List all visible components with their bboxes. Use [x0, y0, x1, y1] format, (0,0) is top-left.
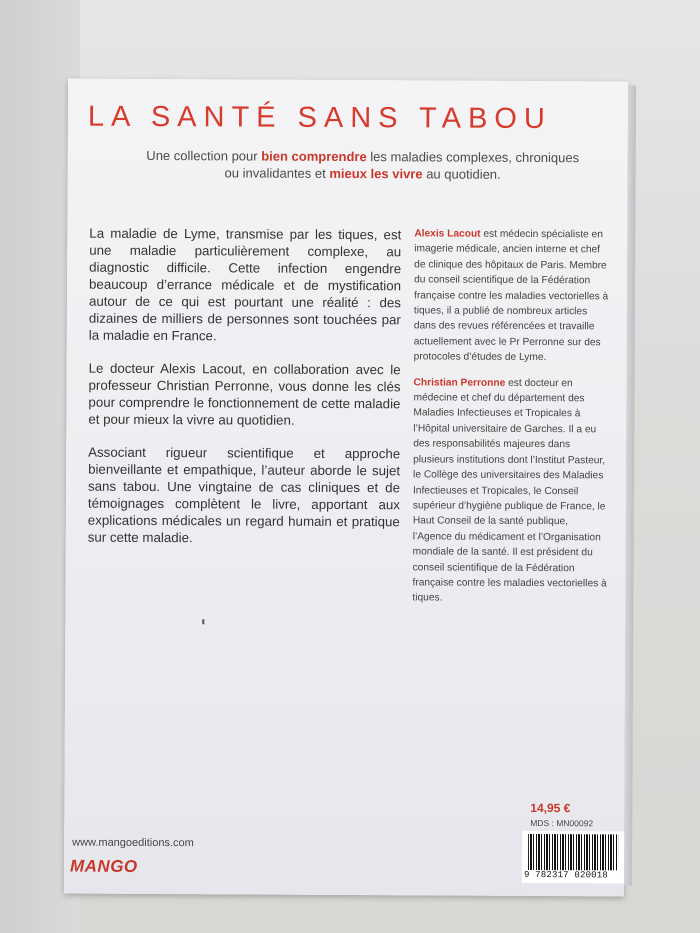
series-tagline [138, 147, 588, 183]
tagline-text-3: au quotidien. [422, 166, 501, 182]
tagline-text-1: Une collection pour [146, 147, 262, 164]
book-summary [88, 225, 402, 564]
summary-paragraph: Associant rigueur scientifique et approche bienveillante et empathique, l’auteur aborde le sujet sans tabou. Une vingtaine de cas cliniques et de témoignages complètent le livre, apportant aux explications médicales un regard humain et pratique sur cette maladie. [87, 444, 401, 546]
author-name: Alexis Lacout [414, 228, 481, 240]
tagline-text-2: les maladies complexes, chroniques ou invalidantes et [224, 149, 580, 181]
book-back-cover [64, 79, 628, 897]
author-bio [412, 375, 608, 607]
summary-paragraph: La maladie de Lyme, transmise par les tiques, est une maladie particulièrement complexe, au diagnostic difficile. Cette infection engendre beaucoup d’errance médicale et de mystification autour de ce qui est pourtant une réalité : des dizaines de milliers de personnes sont touchées par la maladie en France. [88, 225, 402, 344]
publisher-logo: MANGO [69, 856, 138, 876]
series-title: LA SANTÉ SANS TABOU [87, 100, 552, 136]
author-bio-text: est docteur en médecine et chef du département des Maladies Infectieuses et Tropicales à l’Hôpital universitaire de Garches. Il a eu des responsabilités majeures dans plusieurs institutions dont l’Institut Pasteur, le Collège des universitaires des Maladies Infectieuses et Tropicales, le Conseil supérieur d’hygiène publique de France, le Haut Conseil de la santé publique, l’Agence du médicament et l’Organisation mondiale de la santé. Il est président du conseil scientifique de la Fédération française contre les maladies vectorielles à tiques. [412, 377, 607, 604]
mds-code: MDS : MN00092 [530, 817, 594, 829]
summary-paragraph: Le docteur Alexis Lacout, en collaboration avec le professeur Christian Perronne, vous donne les clés pour comprendre le fonctionnement de cette maladie et pour mieux la vivre au quotidien. [88, 360, 401, 428]
barcode-digits: 9 782317 020018 [523, 869, 609, 881]
print-mark [202, 619, 204, 624]
author-bios [412, 226, 609, 617]
book-page-edge [624, 85, 636, 885]
barcode-icon [528, 834, 618, 870]
author-bio [414, 226, 610, 366]
author-bio-text: est médecin spécialiste en imagerie médicale, ancien interne et chef de clinique des hôpitaux de Paris. Membre du conseil scientifique de la Fédération française contre les maladies vectorielles à tiques, il a publié de nombreux articles dans des revues référencées et travaille actuellement avec le Pr Perronne sur des protocoles d’études de Lyme. [413, 228, 609, 364]
author-name: Christian Perronne [413, 377, 506, 389]
price-label: 14,95 € [530, 800, 571, 816]
isbn-barcode [522, 831, 624, 884]
tagline-bold-2: mieux les vivre [329, 165, 423, 182]
tagline-bold-1: bien comprendre [261, 148, 367, 165]
publisher-website: www.mangoeditions.com [72, 836, 194, 850]
